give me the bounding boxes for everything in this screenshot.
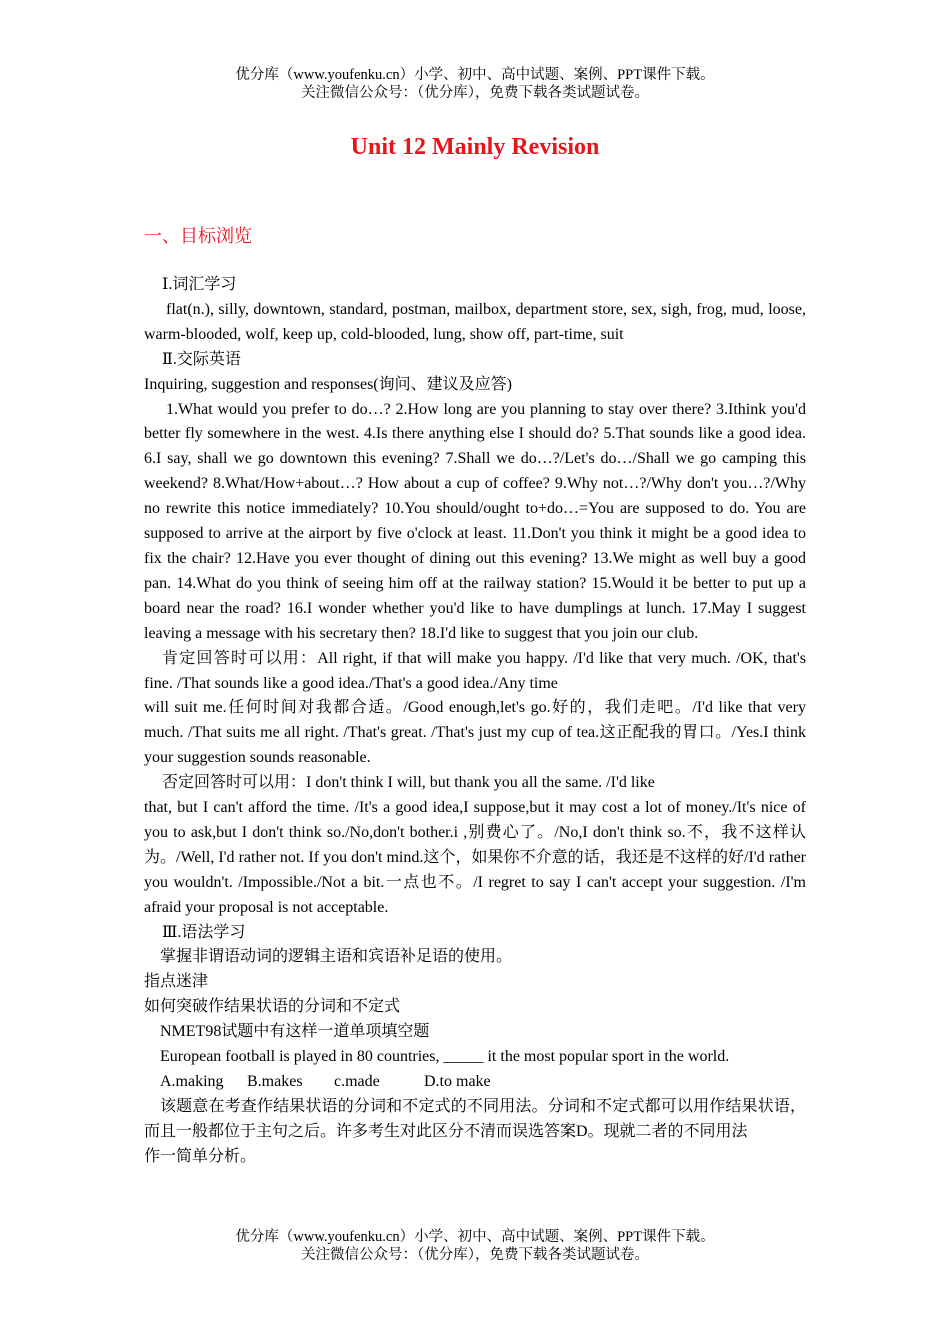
vocab-list: flat(n.), silly, downtown, standard, postman, mailbox, department store, sex, sigh, frog, mud, loose, warm-blooded, wolf, keep up, cold-blooded, lung, show off, part-time, suit — [144, 300, 806, 343]
answer-options — [144, 1070, 806, 1095]
footer-line-1: 优分库（www.youfenku.cn）小学、初中、高中试题、案例、PPT课件下载。 — [235, 1229, 715, 1245]
main-content — [144, 273, 806, 1170]
header-line-1: 优分库（www.youfenku.cn）小学、初中、高中试题、案例、PPT课件下载。 — [235, 67, 715, 83]
grammar-text: 掌握非谓语动词的逻辑主语和宾语补足语的使用。 — [160, 948, 513, 966]
tip-subtitle: 如何突破作结果状语的分词和不定式 — [144, 998, 401, 1016]
option-d: D.to make — [424, 1073, 491, 1090]
document-title: Unit 12 Mainly Revision — [350, 134, 600, 160]
communication-heading: Ⅱ.交际英语 — [162, 350, 241, 368]
positive-responses-intro: 肯定回答时可以用：All right, if that will make you happy. /I'd like that very much. /OK, that's fine. /That sounds like a good idea./That's a good idea./Any time — [144, 649, 806, 692]
grammar-heading: Ⅲ.语法学习 — [162, 923, 246, 941]
tip-title: 指点迷津 — [144, 973, 209, 991]
suggestion-sentences: 1.What would you prefer to do…? 2.How long are you planning to stay over there? 3.Ithink you'd better fly somewhere in the west. 4.Is there anything else I should do? 5.That sounds like a good idea. 6.I say, shall we go downtown this evening? 7.Shall we do…?/Let's do…/Shall we go camping this weekend? 8.What/How+about…? How about a cup of coffee? 9.Why not…?/Why don't you…?/Why no rewrite this notice immediately? 10.You should/ought to+do…=You are supposed to do. You are supposed to arrive at the airport by five o'clock at least. 11.Don't you think it might be a good idea to fix the chair? 12.Have you ever thought of dining out this evening? 13.We might as well buy a good pan. 14.What do you think of seeing him off at the railway station? 15.Would it be better to put up a board near the road? 16.I wonder whether you'd like to have dumplings at lunch. 17.May I suggest leaving a message with his secretary then? 18.I'd like to suggest that you join our club. — [144, 400, 806, 642]
nmet-intro: NMET98试题中有这样一道单项填空题 — [160, 1023, 430, 1041]
negative-responses-intro: 否定回答时可以用：I don't think I will, but thank you all the same. /I'd like — [162, 774, 655, 792]
option-c: c.made — [334, 1073, 380, 1090]
footer-line-2: 关注微信公众号：（优分库），免费下载各类试题试卷。 — [301, 1247, 649, 1263]
page-footer — [0, 1228, 950, 1264]
option-a: A.making — [160, 1073, 224, 1090]
analysis-end: 作一简单分析。 — [144, 1147, 257, 1165]
communication-subheading: Inquiring, suggestion and responses(询问、建议及应答) — [144, 375, 512, 393]
negative-responses-cont: that, but I can't afford the time. /It's a good idea,I suppose,but it may cost a lot of money./It's nice of you to ask,but I don't think so./No,don't bother.i ,别费心了。/No,I don't think so.不，我不这样认为。/Well, I'd rather not. If you don't mind.这个，如果你不介意的话，我还是不这样的好/I'd rather you wouldn't. /Impossible./Not a bit.一点也不。/I regret to say I can't accept your suggestion. /I'm afraid your proposal is not acceptable. — [144, 799, 806, 916]
analysis-text: 该题意在考查作结果状语的分词和不定式的不同用法。分词和不定式都可以用作结果状语，而且一般都位于主句之后。许多考生对此区分不清而误选答案D。现就二者的不同用法 — [144, 1097, 806, 1140]
exam-question: European football is played in 80 countries, _____ it the most popular sport in the world. — [160, 1048, 730, 1066]
option-b: B.makes — [247, 1073, 303, 1090]
section-heading-goals: 一、目标浏览 — [144, 226, 252, 246]
positive-responses-cont: will suit me.任何时间对我都合适。/Good enough,let's go.好的，我们走吧。/I'd like that very much. /That suits me all right. /That's great. /That's just my cup of tea.这正配我的胃口。/Yes.I think your suggestion sounds reasonable. — [144, 699, 806, 767]
page-header — [0, 66, 950, 102]
header-line-2: 关注微信公众号：（优分库），免费下载各类试题试卷。 — [301, 85, 649, 101]
vocab-heading: Ⅰ.词汇学习 — [162, 276, 237, 293]
